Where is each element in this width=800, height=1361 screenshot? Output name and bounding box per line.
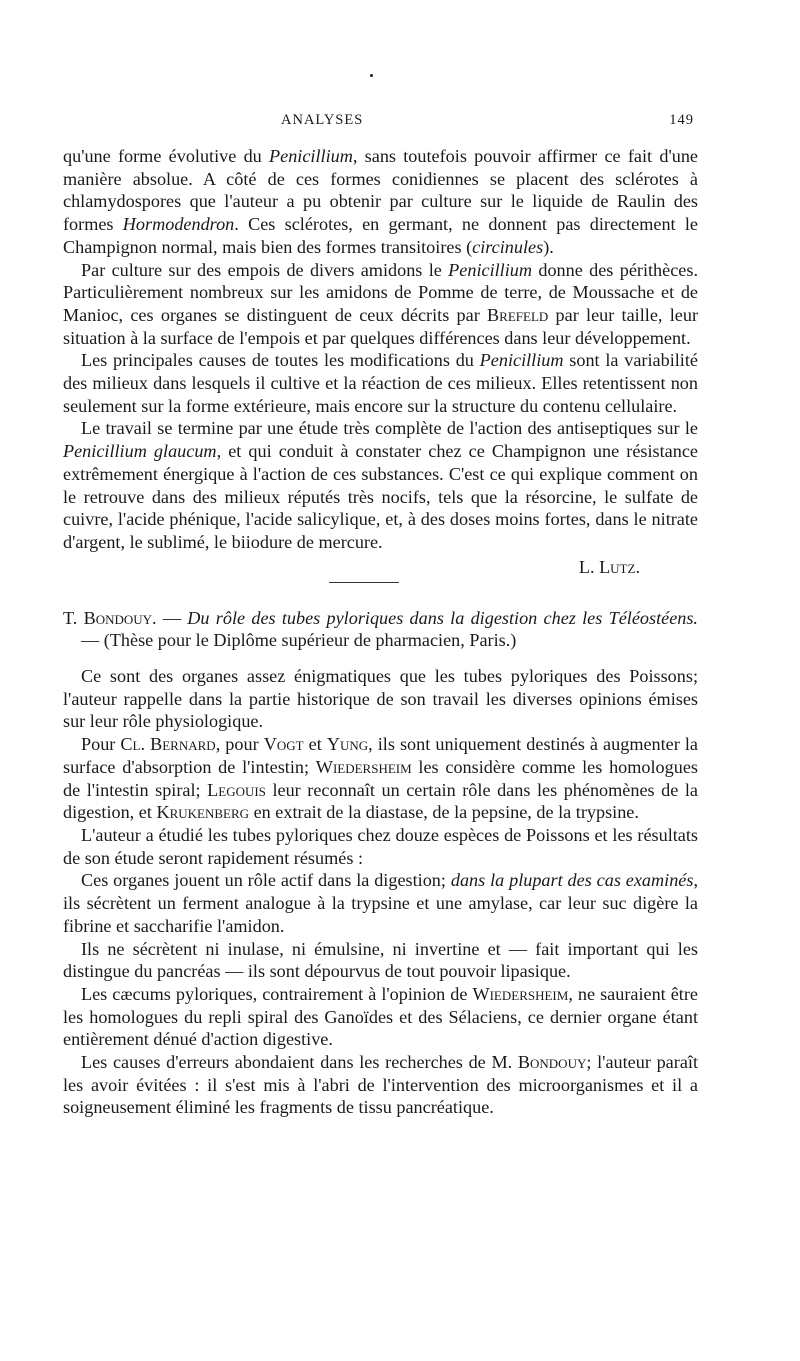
genus-name: Penicillium [479,350,564,371]
paragraph: qu'une forme évolutive du Penicillium, sans toutefois pouvoir affirmer ce fait d'une manière absolue. A côté de ces formes conidiennes se placent des sclérotes à chlamydospores que l'auteur a pu obtenir par culture sur le liquide de Raulin des formes Hormodendron. Ces sclérotes, en germant, ne donnent pas directement le Champignon normal, mais bien des formes transitoires (circinules). [63,146,698,257]
paragraph: Ce sont des organes assez énigmatiques que les tubes pyloriques des Poissons; l'auteur rappelle dans la partie historique de son travail les diverses opinions émises sur leur rôle physiologique. [63,666,698,732]
author-name: Vogt [263,734,304,755]
paragraph: Les principales causes de toutes les modifications du Penicillium sont la variabilité des milieux dans lesquels il cultive et la réaction de ces milieux. Elles retentissent non seulement sur la forme extérieure, mais encore sur la structure du contenu cellulaire. [63,350,698,416]
review-title: Du rôle des tubes pyloriques dans la digestion chez les Téléostéens. [187,607,698,628]
paragraph: Les cæcums pyloriques, contrairement à l'opinion de Wiedersheim, ne sauraient être les homologues du repli spiral des Ganoïdes et des Sélaciens, ce dernier organe étant entièrement dénué d'action digestive. [63,983,698,1050]
review-author: T. Bondouy. [63,607,157,628]
genus-name: Penicillium [448,259,533,280]
author-name: Krukenberg [156,802,250,823]
paragraph: Le travail se termine par une étude très complète de l'action des antiseptiques sur le Penicillium glaucum, et qui conduit à constater chez ce Champignon une résistance extrêmement énergique à l'action de ces substances. C'est ce qui explique comment on le retrouve dans des milieux réputés très nocifs, tels que la résorcine, le sulfate de cuivre, l'acide phénique, l'acide salicylique, et, à des doses moins fortes, dans le nitrate d'argent, le sublimé, le biiodure de mercure. [63,418,698,552]
term: circinules [472,236,544,257]
paragraph: Les causes d'erreurs abondaient dans les recherches de M. Bondouy; l'auteur paraît les avoir évitées : il s'est mis à l'abri de l'intervention des microorganismes et il a soigneusement éliminé les fragments de tissu pancréatique. [63,1052,698,1118]
page-body [63,145,698,1119]
review-signature: L. Lutz. [578,556,640,577]
author-name: Brefeld [487,304,549,325]
paragraph: Ils ne sécrètent ni inulase, ni émulsine, ni invertine et — fait important qui les distingue du pancréas — ils sont dépourvus de tout pouvoir lipasique. [63,938,698,982]
page-dot [370,74,373,77]
emphasis: dans la plupart des cas examinés [450,870,694,891]
author-name: Cl. Bernard [120,734,216,755]
author-name: Yung [326,734,369,755]
review-source: (Thèse pour le Diplôme supérieur de pharmacien, Paris.) [103,630,517,651]
author-name: Legouis [207,779,266,800]
review-heading: T. Bondouy. — Du rôle des tubes pyloriques dans la digestion chez les Téléostéens. — (Thèse pour le Diplôme supérieur de pharmacien, Paris.) [63,607,698,651]
section-divider [329,582,399,583]
paragraph: L'auteur a étudié les tubes pyloriques chez douze espèces de Poissons et les résultats de son étude seront rapidement résumés : [63,824,698,868]
running-header [63,112,698,134]
genus-name: Hormodendron [122,214,235,235]
paragraph: Ces organes jouent un rôle actif dans la digestion; dans la plupart des cas examinés, ils sécrètent un ferment analogue à la trypsine et une amylase, car leur suc digère la fibrine et saccharifie l'amidon. [63,870,698,936]
paragraph: Pour Cl. Bernard, pour Vogt et Yung, ils sont uniquement destinés à augmenter la surface d'absorption de l'intestin; Wiedersheim les considère comme les homologues de l'intestin spiral; Legouis leur reconnaît un certain rôle dans les phénomènes de la digestion, et Krukenberg en extrait de la diastase, de la pepsine, de la trypsine. [63,734,699,823]
author-name: Wiedersheim [472,983,569,1004]
genus-name: Penicillium [269,146,353,166]
author-name: Bondouy [517,1052,587,1073]
header-title: ANALYSES [281,112,364,128]
page-number: 149 [669,112,694,128]
paragraph: Par culture sur des empois de divers amidons le Penicillium donne des périthèces. Particulièrement nombreux sur les amidons de Pomme de terre, de Moussache et de Manioc, ces organes se distinguent de ceux décrits par Brefeld par leur taille, leur situation à la surface de l'empois et par quelques différences dans leur développement. [63,259,698,348]
species-name: Penicillium glaucum [63,441,217,462]
author-name: Wiedersheim [315,756,412,777]
